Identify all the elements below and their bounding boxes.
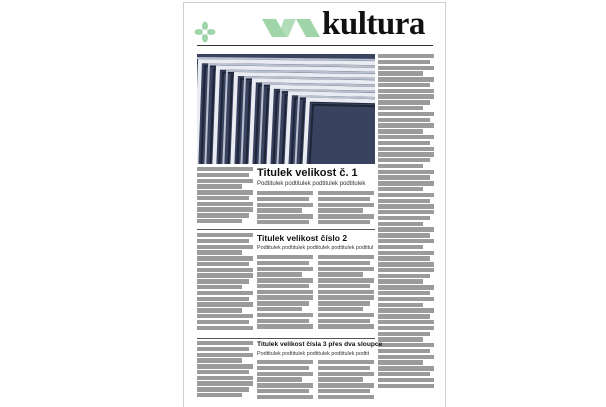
text-line [197,387,249,391]
text-line [378,94,434,98]
text-line [318,267,374,271]
text-line [318,319,370,323]
text-line [197,393,242,397]
text-line [197,297,249,301]
article-1-headline: Titulek velikost č. 1 [257,167,358,179]
text-line [378,170,434,174]
text-line [378,355,434,359]
text-line [378,135,434,139]
text-line [378,291,430,295]
text-line [318,255,374,259]
text-line [197,202,253,206]
text-line [378,89,434,93]
text-line [378,158,430,162]
article-2-subheadline: Podtitulek podtitulek podtitulek podtitulek podtitul [257,245,374,251]
text-line [318,278,374,282]
text-line [378,314,430,318]
text-line [378,233,430,237]
text-line [378,210,434,214]
text-line [197,179,253,183]
text-line [197,184,242,188]
text-line [318,301,370,305]
text-line [197,190,253,194]
text-line [197,173,249,177]
text-line [378,227,434,231]
text-line [378,83,430,87]
text-line [197,302,253,306]
article-2-col-right [318,255,374,336]
text-line [318,220,370,224]
architecture-photo [197,54,375,164]
text-line [197,370,249,374]
text-line [257,191,313,195]
text-line [257,389,309,393]
text-line [197,273,253,277]
section-rule-2 [197,338,375,339]
article-1-col-right [318,191,374,227]
text-line [378,256,430,260]
text-line [318,191,374,195]
text-line [257,319,309,323]
text-line [197,341,253,345]
text-line [257,301,309,305]
text-line [197,376,253,380]
article-3-subheadline: Podtitulek podtitulek podtitulek podtitulek podtit [257,351,370,357]
text-line [318,377,363,381]
text-line [378,112,434,116]
text-line [318,284,370,288]
text-line [378,66,434,70]
text-line [318,295,374,299]
text-line [197,291,253,295]
text-line [378,245,423,249]
text-line [197,233,253,237]
text-line [318,290,374,294]
text-line [318,208,363,212]
text-line [257,295,313,299]
text-line [197,245,253,249]
text-line [378,285,434,289]
text-line [257,395,313,399]
text-line [257,220,309,224]
text-line [197,219,242,223]
text-line [378,297,434,301]
text-line [378,216,430,220]
article-1-col-left [197,167,253,227]
text-line [378,384,434,388]
text-line [378,187,423,191]
text-line [257,383,313,387]
article-2-col-left [197,233,253,337]
text-line [378,193,434,197]
text-line [197,167,253,171]
text-line [378,308,434,312]
article-3-col-left [197,341,253,399]
text-line [197,262,249,266]
text-line [318,307,363,311]
text-line [257,360,313,364]
text-line [257,208,302,212]
text-line [197,320,249,324]
text-line [257,272,302,276]
text-line [318,203,374,207]
text-line [318,366,370,370]
text-line [378,147,434,151]
text-line [257,284,309,288]
text-line [378,152,434,156]
text-line [257,278,313,282]
text-line [378,268,434,272]
text-line [378,60,430,64]
text-line [197,239,249,243]
text-line [378,360,423,364]
text-line [378,326,434,330]
text-line [197,279,249,283]
text-line [378,378,434,382]
text-line [257,324,313,328]
text-line [257,261,309,265]
masthead-title: kultura [322,6,425,42]
text-line [257,372,313,376]
article-3-col-mid [257,360,313,400]
text-line [378,343,434,347]
text-line [257,267,313,271]
text-line [378,320,434,324]
text-line [378,71,423,75]
text-line [197,381,253,385]
text-line [257,307,302,311]
text-line [378,279,423,283]
text-line [257,197,309,201]
text-line [378,100,430,104]
text-line [257,290,313,294]
text-line [197,353,253,357]
text-line [378,123,434,127]
text-line [378,175,430,179]
text-line [257,214,313,218]
text-line [378,337,423,341]
article-3-col-right [318,360,374,400]
text-line [257,203,313,207]
text-line [378,118,430,122]
text-line [197,308,242,312]
text-line [257,255,313,259]
text-line [197,358,242,362]
article-2-col-mid [257,255,313,336]
text-line [197,347,249,351]
text-line [378,199,430,203]
article-2-headline: Titulek velikost číslo 2 [257,233,348,243]
text-line [378,239,434,243]
text-line [378,303,423,307]
text-line [197,326,253,330]
text-line [197,364,253,368]
right-column-text [378,54,434,400]
text-line [378,164,423,168]
text-line [378,54,434,58]
text-line [378,262,434,266]
text-line [197,314,253,318]
article-1-col-mid [257,191,313,227]
text-line [318,214,374,218]
article-3-headline: Titulek velikost čísla 3 přes dva sloupce [257,341,383,348]
text-line [257,313,313,317]
text-line [378,129,423,133]
text-line [378,106,423,110]
text-line [318,389,370,393]
text-line [197,256,253,260]
text-line [378,349,430,353]
text-line [378,274,430,278]
text-line [378,332,430,336]
text-line [378,204,434,208]
text-line [197,250,242,254]
text-line [378,372,430,376]
section-rule-1 [197,229,375,230]
text-line [318,197,370,201]
text-line [378,222,423,226]
text-line [197,285,242,289]
text-line [257,377,302,381]
text-line [378,251,434,255]
text-line [378,366,434,370]
masthead-rule [197,45,433,46]
text-line [197,207,253,211]
text-line [378,77,434,81]
text-line [318,313,374,317]
article-1-subheadline: Podtitulek podtitulek podtitulek podtitulek [257,181,366,187]
text-line [318,395,374,399]
text-line [378,181,434,185]
text-line [318,261,370,265]
text-line [197,213,249,217]
text-line [378,141,430,145]
text-line [318,383,374,387]
text-line [197,196,249,200]
text-line [318,360,374,364]
text-line [318,372,374,376]
asterisk-flower-icon [194,21,216,43]
text-line [318,324,374,328]
green-brand-mark-icon [262,17,320,39]
text-line [197,268,253,272]
text-line [257,366,309,370]
text-line [318,272,363,276]
